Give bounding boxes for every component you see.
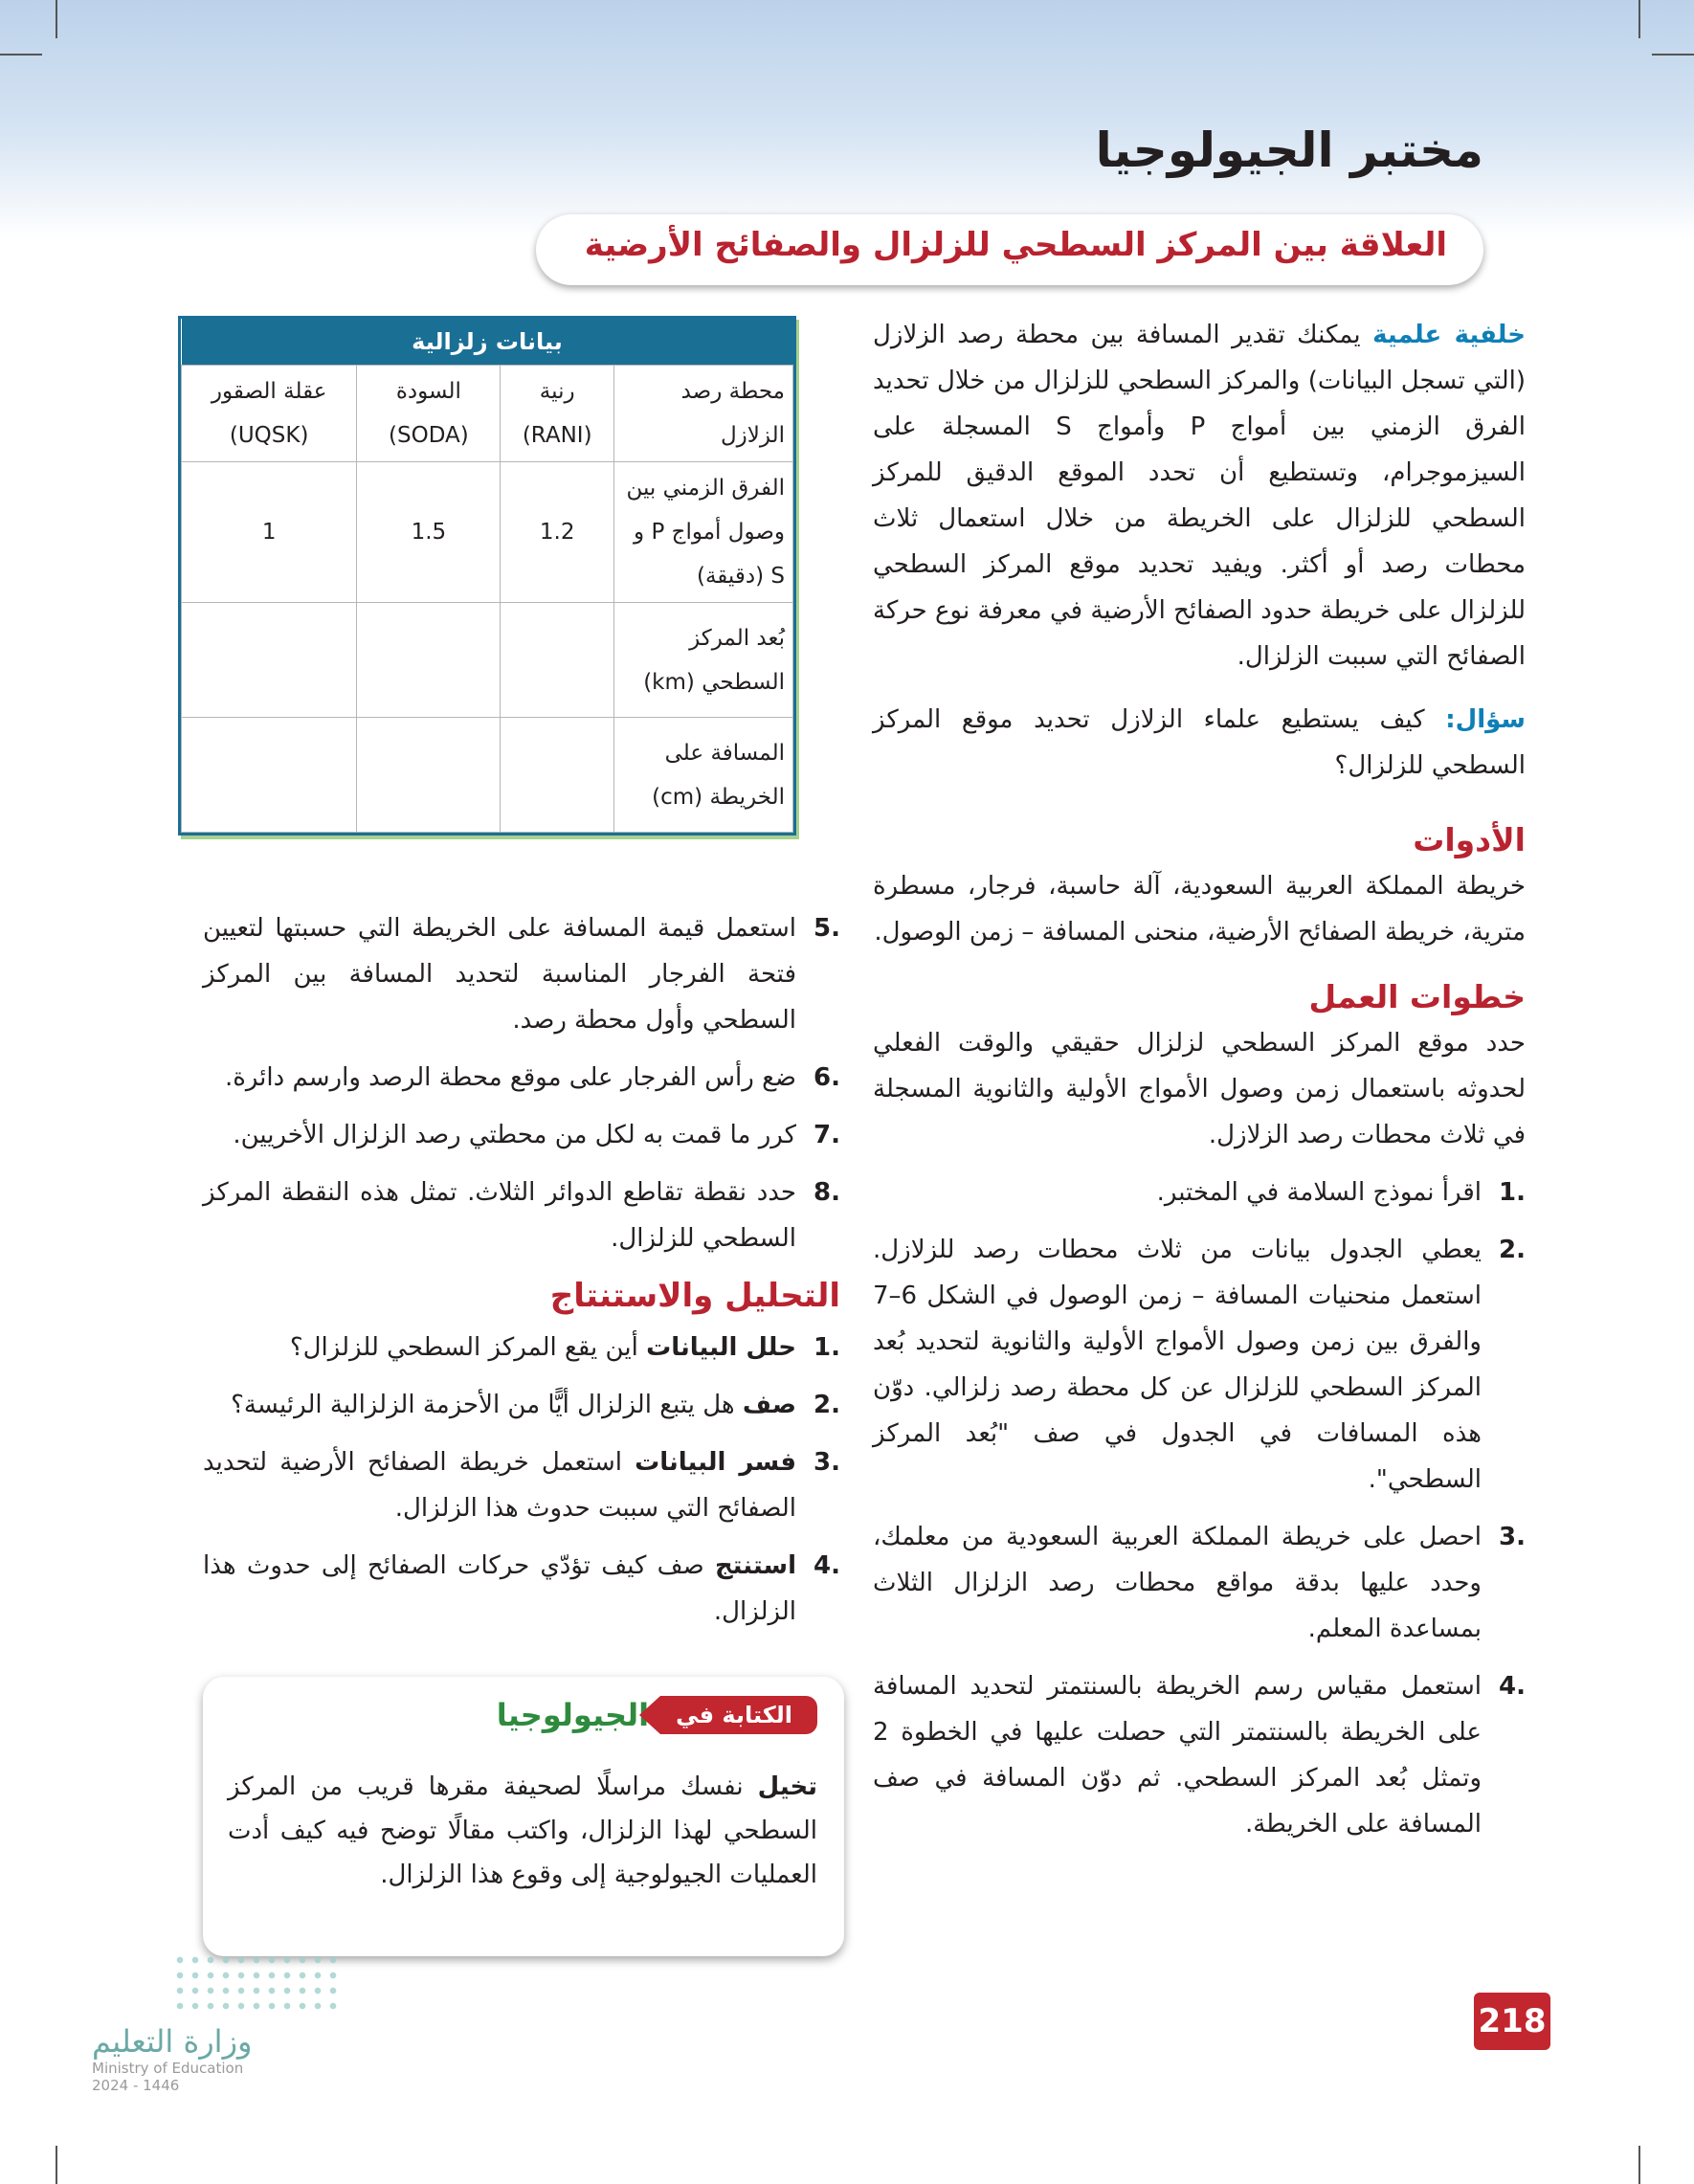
list-item: .6 ضع رأس الفرجار على موقع محطة الرصد وارسم دائرة. (224, 1063, 840, 1092)
table-cell[interactable] (501, 603, 614, 718)
list-item: .4 استعمل مقياس رسم الخريطة بالسنتمتر لتحديد المسافة على الخريطة بالسنتمتر التي حصلت عليها في الخطوة 2 وتمثل بُعد المركز السطحي. ثم دوّن المسافة في صف المسافة على الخريطة. (873, 1672, 1526, 1839)
table-caption: بيانات زلزالية (182, 319, 793, 366)
page-title: مختبر الجيولوجيا (1095, 123, 1483, 178)
table-header: محطة رصد الزلازل (614, 366, 793, 462)
list-item: .3 احصل على خريطة المملكة العربية السعودية من معلمك، وحدد عليها بدقة مواقع محطات رصد الزلزال الثلاث بمساعدة المعلم. (873, 1523, 1526, 1643)
table-row (182, 462, 793, 603)
list-item: .8 حدد نقطة تقاطع الدوائر الثلاث. تمثل هذه النقطة المركز السطحي للزلزال. (203, 1178, 840, 1253)
list-item: .2 صف هل يتبع الزلزال أيًّا من الأحزمة الزلزالية الرئيسة؟ (231, 1391, 840, 1419)
question-label: سؤال: (1445, 705, 1526, 734)
list-item: .2 يعطي الجدول بيانات من ثلاث محطات رصد للزلازل. استعمل منحنيات المسافة – زمن الوصول في الشكل 6–7 والفرق بين زمن وصول الأمواج الأولية والثانوية لتحديد بُعد المركز السطحي للزلزال عن كل محطة رصد زلزالي. دوّن هذه المسافات في الجدول في صف "بُعد المركز السطحي". (873, 1236, 1526, 1494)
ministry-ar: وزارة التعليم (92, 2023, 253, 2060)
crop-mark (56, 2146, 57, 2184)
writing-subject: الجيولوجيا (496, 1697, 650, 1733)
list-item: .4 استنتج صف كيف تؤدّي حركات الصفائح إلى حدوث هذا الزلزال. (203, 1551, 840, 1626)
writing-text: تخيل نفسك مراسلًا لصحيفة مقرها قريب من المركز السطحي لهذا الزلزال، واكتب مقالًا توضح فيه كيف أدت العمليات الجيولوجية إلى وقوع هذا الزلزال. (228, 1772, 817, 1889)
crop-mark (1652, 54, 1694, 56)
list-item: .3 فسر البيانات استعمل خريطة الصفائح الأرضية لتحديد الصفائح التي سببت حدوث هذا الزلزال. (203, 1448, 840, 1523)
list-item: .7 كرر ما قمت به لكل من محطتي رصد الزلزال الأخريين. (233, 1121, 840, 1149)
writing-activity-box (203, 1677, 844, 1956)
list-item: .5 استعمل قيمة المسافة على الخريطة التي حسبتها لتعيين فتحة الفرجار المناسبة لتحديد المسافة بين المركز السطحي وأول محطة رصد. (203, 914, 840, 1035)
background-paragraph (873, 312, 1526, 680)
table-cell[interactable] (501, 718, 614, 833)
procedure-intro: حدد موقع المركز السطحي لزلزال حقيقي والوقت الفعلي لحدوثه باستعمال زمن وصول الأمواج الأولية والثانوية المسجلة في ثلاث محطات رصد الزلازل. (873, 1029, 1526, 1149)
table-cell: 1.5 (357, 462, 501, 603)
crop-mark (1638, 2146, 1640, 2184)
ministry-logo (92, 2023, 252, 2094)
edition: 2024 - 1446 (92, 2077, 180, 2094)
row-label: المسافة على الخريطة (cm) (614, 718, 793, 833)
table-cell[interactable] (357, 718, 501, 833)
left-column (203, 905, 840, 1646)
ministry-en: Ministry of Education (92, 2060, 244, 2077)
row-label: الفرق الزمني بين وصول أمواج P و S (دقيقة) (614, 462, 793, 603)
page-number: 218 (1474, 1993, 1550, 2050)
table-header-row (182, 366, 793, 462)
header-band (0, 0, 1694, 239)
table-cell[interactable] (357, 603, 501, 718)
table-cell: 1.2 (501, 462, 614, 603)
tools-heading: الأدوات (1413, 821, 1526, 858)
table-header: رنية (RANI) (501, 366, 614, 462)
right-column (873, 312, 1526, 1859)
ministry-dots-icon (172, 1952, 345, 2010)
table-header: عقلة الصقور (UQSK) (182, 366, 357, 462)
table-cell: 1 (182, 462, 357, 603)
table-row (182, 718, 793, 833)
crop-mark (56, 0, 57, 38)
list-item: .1 اقرأ نموذج السلامة في المختبر. (1156, 1178, 1526, 1207)
table-header: السودة (SODA) (357, 366, 501, 462)
pencil-tag-icon: الكتابة في (660, 1696, 817, 1734)
writing-title (497, 1696, 817, 1734)
question-text: كيف يستطيع علماء الزلازل تحديد موقع المركز السطحي للزلزال؟ (873, 705, 1526, 780)
list-item: .1 حلل البيانات أين يقع المركز السطحي للزلزال؟ (289, 1333, 840, 1362)
seismic-data-table (178, 316, 796, 836)
tools-text: خريطة المملكة العربية السعودية، آلة حاسبة، فرجار، مسطرة مترية، خريطة الصفائح الأرضية، منحنى المسافة – زمن الوصول. (873, 872, 1526, 947)
analysis-list (203, 1325, 840, 1635)
crop-mark (1638, 0, 1640, 38)
background-label: خلفية علمية (1372, 321, 1527, 349)
lab-subtitle: العلاقة بين المركز السطحي للزلزال والصفائح الأرضية (584, 226, 1447, 264)
procedure-steps-right (873, 1170, 1526, 1847)
analysis-heading: التحليل والاستنتاج (549, 1277, 840, 1315)
table-row (182, 603, 793, 718)
crop-mark (0, 54, 42, 56)
question-paragraph (873, 697, 1526, 789)
table-cell[interactable] (182, 603, 357, 718)
table-cell[interactable] (182, 718, 357, 833)
subtitle-banner (536, 214, 1483, 285)
background-text: يمكنك تقدير المسافة بين محطة رصد الزلازل (التي تسجل البيانات) والمركز السطحي للزلزال من خلال تحديد الفرق الزمني بين أمواج P وأمواج S المسجلة على السيزموجرام، وتستطيع أن تحدد الموقع الدقيق للمركز السطحي للزلزال على الخريطة من خلال استعمال ثلاث محطات رصد أو أكثر. ويفيد تحديد موقع المركز السطحي للزلزال على خريطة حدود الصفائح الأرضية في معرفة نوع حركة الصفائح التي سببت الزلزال. (873, 321, 1526, 671)
procedure-heading: خطوات العمل (1308, 978, 1526, 1015)
row-label: بُعد المركز السطحي (km) (614, 603, 793, 718)
procedure-steps-left (203, 905, 840, 1261)
